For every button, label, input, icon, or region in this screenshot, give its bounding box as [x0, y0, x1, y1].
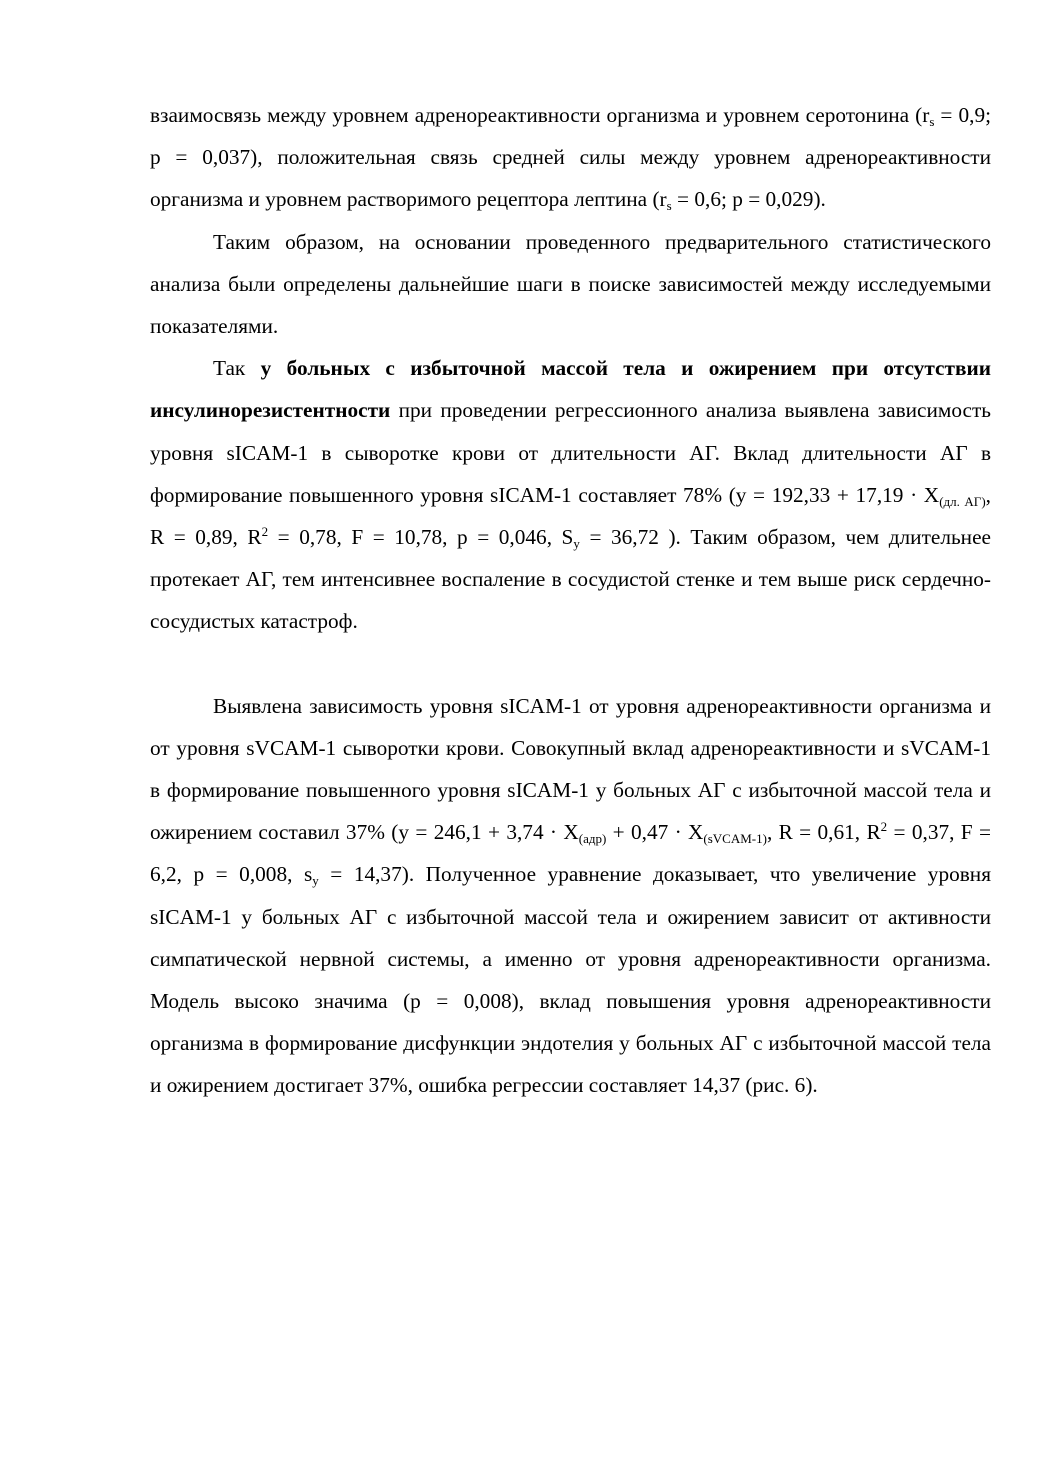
paragraph-4: Выявлена зависимость уровня sICAM-1 от уровня адренореактивности организма и от уровня sVCAM-1 сыворотки крови. Совокупный вклад адренореактивности и sVCAM-1 в формирование повышенного уровня sICAM-1 у больных АГ с избыточной массой тела и ожирением составил 37% ($y = 246,1 + 3,74 \cdot X_{(адр)} + 0,47 \cdot X_{(sVCAM-1)}$, R = 0,61, $R^2 = 0,37$, F = 6,2, p = 0,008, $s_y = 14,37$). Полученное уравнение доказывает, что увеличение уровня sICAM-1 у больных АГ с избыточной массой тела и ожирением зависит от активности симпатической нервной системы, а именно от уровня адренореактивности организма. Модель высоко значима (p = 0,008), вклад повышения уровня адренореактивности организма в формирование дисфункции эндотелия у больных АГ с избыточной массой тела и ожирением достигает 37%, ошибка регрессии составляет 14,37 (рис. 6). [150, 693, 991, 1098]
document-page [150, 94, 991, 1107]
paragraph-2: Таким образом, на основании проведенного предварительного статистического анализа были определены дальнейшие шаги в поиске зависимостей между исследуемыми показателями. [150, 229, 991, 339]
paragraph-3: Так у больных с избыточной массой тела и ожирением при отсутствии инсулинорезистентности при проведении регрессионного анализа выявлена зависимость уровня sICAM-1 в сыворотке крови от длительности АГ. Вклад длительности АГ в формирование повышенного уровня sICAM-1 составляет 78% ($y = 192,33 + 17,19 \cdot X_{(дл. АГ)}$, R = 0,89, $R^2 = 0,78$, F = 10,78, p = 0,046, $S_y = 36,72$ ). Таким образом, чем длительнее протекает АГ, тем интенсивнее воспаление в сосудистой стенке и тем выше риск сердечно-сосудистых катастроф. [150, 356, 992, 634]
paragraph-1: взаимосвязь между уровнем адренореактивности организма и уровнем серотонина ($r_s = 0,9$; p = 0,037), положительная связь средней силы между уровнем адренореактивности организма и уровнем растворимого рецептора лептина ($r_s = 0,6$; p = 0,029). [150, 103, 992, 214]
bold-phrase: у больных с избыточной массой тела и ожирением при отсутствии инсулинорезистентности [150, 356, 992, 423]
